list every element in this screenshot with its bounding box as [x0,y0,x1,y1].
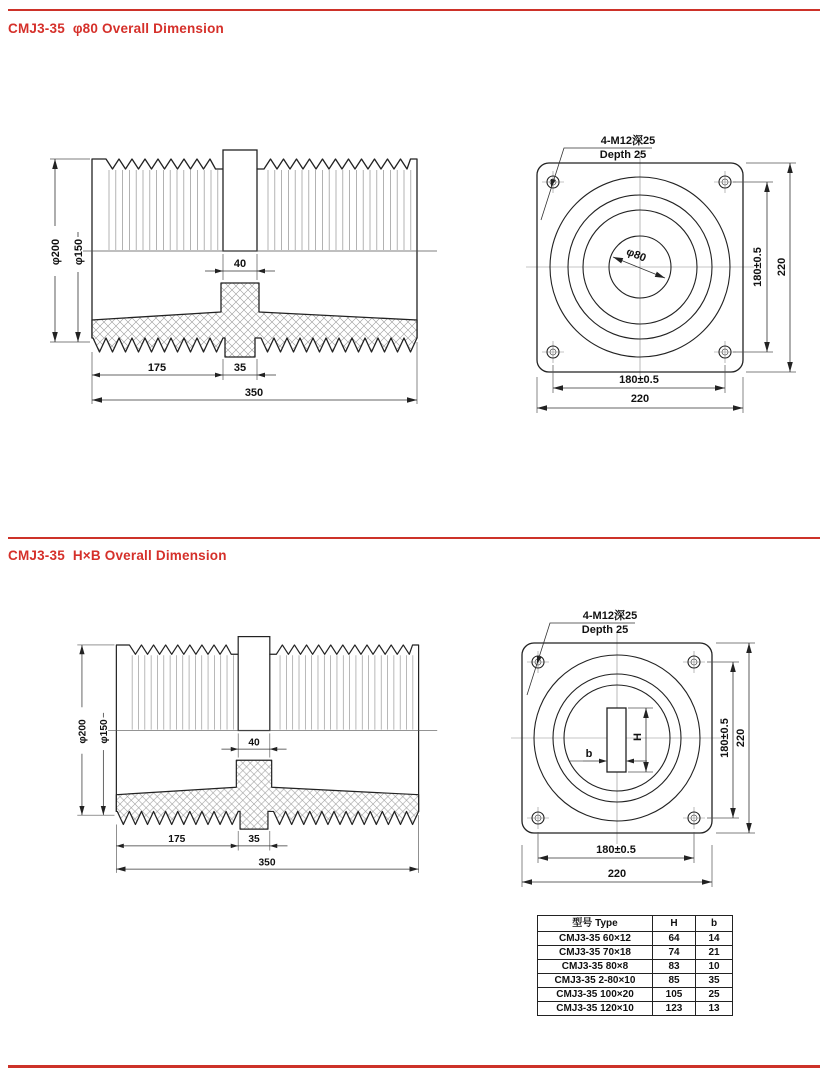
spec-cell: 21 [696,946,733,960]
top-divider-rule [8,9,820,11]
bolt-note-en: Depth 25 [599,149,647,161]
table-row [538,960,733,974]
mid-divider-rule [8,537,820,539]
table-row [538,946,733,960]
dim-label-220-bottom: 220 [630,393,650,405]
dim-label-pitch-right: 180±0.5 [719,718,731,758]
dim-label-phi150: φ150 [99,719,111,744]
dim-label-b: b [585,748,593,760]
dim-label-phi80: φ80 [624,245,648,265]
spec-cell: 35 [696,974,733,988]
dim-label-pitch-bottom: 180±0.5 [596,844,636,856]
front-view-drawing-phi80 [490,125,820,425]
front-view-drawing-hxb [485,600,820,900]
spec-cell: CMJ3-35 2-80×10 [538,974,653,988]
spec-cell: CMJ3-35 80×8 [538,960,653,974]
bolt-note-cn: 4-M12深25 [582,610,638,622]
dim-label-35: 35 [233,362,247,374]
dim-label-220-right: 220 [776,257,788,277]
spec-cell: CMJ3-35 100×20 [538,988,653,1002]
side-view-drawing-phi80 [40,130,440,420]
bolt-hole-icon [683,807,705,829]
spec-cell: 74 [653,946,696,960]
bolt-note-cn: 4-M12深25 [600,135,656,147]
dim-label-175: 175 [168,834,186,846]
dim-label-pitch-right: 180±0.5 [752,247,764,287]
dim-label-220-bottom: 220 [607,868,627,880]
spec-cell: 83 [653,960,696,974]
spec-cell: 14 [696,932,733,946]
busbar-slot [607,708,626,772]
spec-cell: CMJ3-35 60×12 [538,932,653,946]
side-view-drawing-hxb [68,618,440,888]
table-header-row [538,916,733,932]
section-title-phi80: CMJ3-35 φ80 Overall Dimension [8,21,224,36]
dim-label-175: 175 [147,362,167,374]
dim-label-350: 350 [258,857,276,869]
col-header-b: b [696,916,733,932]
bolt-hole-icon [714,341,736,363]
table-row [538,932,733,946]
bolt-hole-icon [714,171,736,193]
bolt-hole-icon [542,341,564,363]
spec-cell: 13 [696,1002,733,1016]
bolt-hole-icon [683,651,705,673]
dim-label-phi200: φ200 [50,238,62,266]
spec-table [537,915,733,1016]
spec-cell: CMJ3-35 70×18 [538,946,653,960]
dim-label-phi150: φ150 [73,238,85,266]
spec-cell: CMJ3-35 120×10 [538,1002,653,1016]
dim-label-220-right: 220 [735,728,747,748]
dim-label-phi200: φ200 [77,719,89,744]
spec-cell: 123 [653,1002,696,1016]
dim-label-350: 350 [244,387,264,399]
bolt-hole-icon [527,807,549,829]
bolt-note-en: Depth 25 [581,624,629,636]
spec-cell: 105 [653,988,696,1002]
col-header-H: H [653,916,696,932]
spec-cell: 10 [696,960,733,974]
dim-label-H: H [632,733,644,741]
spec-cell: 64 [653,932,696,946]
col-header-type: 型号 Type [538,916,653,932]
dim-label-pitch-bottom: 180±0.5 [619,374,659,386]
dim-label-40: 40 [233,258,247,270]
bottom-divider-rule [8,1065,820,1068]
section-title-hxb: CMJ3-35 H×B Overall Dimension [8,548,227,563]
dim-label-35: 35 [248,834,260,846]
spec-cell: 85 [653,974,696,988]
table-row [538,1002,733,1016]
dim-label-40: 40 [248,737,260,749]
table-row [538,988,733,1002]
spec-cell: 25 [696,988,733,1002]
table-row [538,974,733,988]
